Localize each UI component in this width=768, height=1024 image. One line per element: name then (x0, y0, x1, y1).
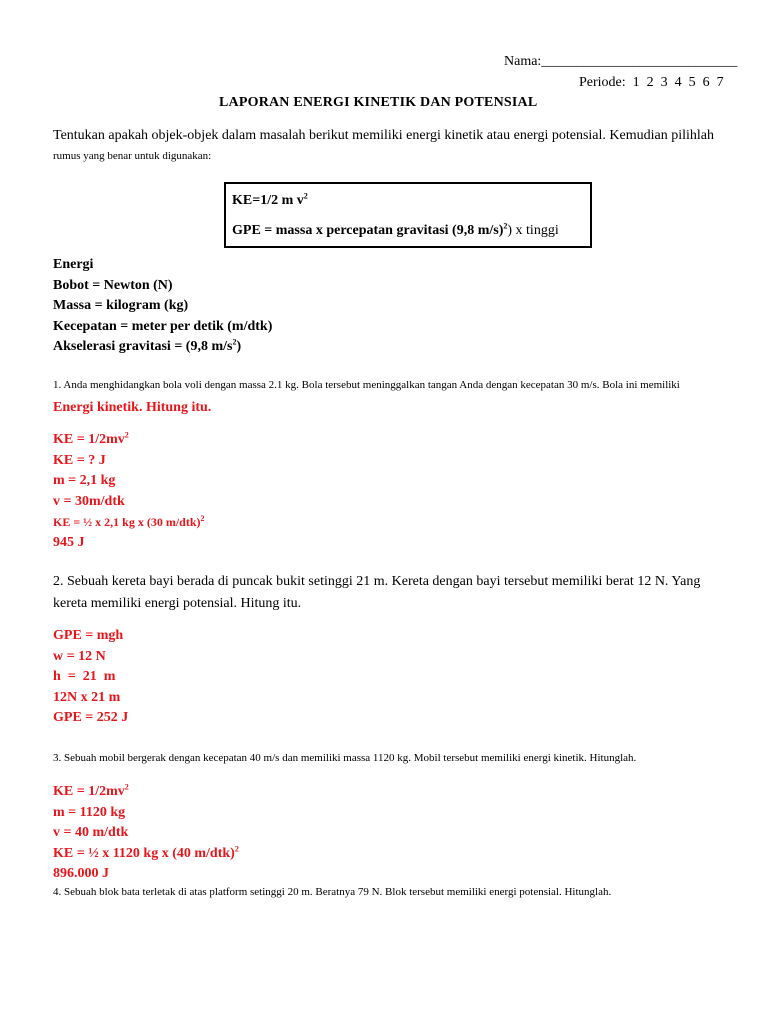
answer-2-line-5: GPE = 252 J (53, 710, 129, 725)
answer-1-line-1: KE = 1/2mv (53, 432, 125, 447)
question-2-line-1: 2. Sebuah kereta bayi berada di puncak bukit setinggi 21 m. Kereta dengan bayi tersebut memiliki berat 12 N. Yang (53, 574, 701, 589)
intro-line-1: Tentukan apakah objek-objek dalam masalah berikut memiliki energi kinetik atau energi potensial. Kemudian pilihlah (53, 128, 714, 143)
intro-line-2: rumus yang benar untuk digunakan: (53, 150, 212, 162)
answer-1-line-5-exponent: 2 (200, 514, 205, 523)
unit-akselerasi (53, 337, 272, 358)
question-3: 3. Sebuah mobil bergerak dengan kecepatan 40 m/s dan memiliki massa 1120 kg. Mobil tersebut memiliki energi kinetik. Hitunglah. (53, 752, 637, 764)
ke-formula-exponent: 2 (303, 191, 308, 201)
answer-3-line-4: KE = ½ x 1120 kg x (40 m/dtk) (53, 845, 235, 861)
answer-3-line-1: KE = 1/2mv (53, 784, 125, 799)
answer-1-type: Energi kinetik. Hitung itu. (53, 400, 212, 415)
answer-1-line-6: 945 J (53, 534, 85, 550)
answer-1-line-4: v = 30m/dtk (53, 493, 125, 509)
answer-1-work (53, 430, 205, 553)
question-4: 4. Sebuah blok bata terletak di atas platform setinggi 20 m. Beratnya 79 N. Blok tersebut memiliki energi potensial. Hitunglah. (53, 886, 612, 898)
unit-akselerasi-close: ) (236, 339, 242, 354)
question-2-line-2: kereta memiliki energi potensial. Hitung itu. (53, 596, 302, 611)
name-label: Nama: (504, 54, 542, 69)
answer-3-line-2: m = 1120 kg (53, 804, 126, 820)
answer-3-line (53, 782, 239, 803)
gpe-formula-rest: ) x tinggi (507, 223, 559, 238)
name-blank: ____________________________ (541, 54, 738, 69)
answer-3-line-4-exponent: 2 (234, 843, 239, 853)
unit-akselerasi-text: Akselerasi gravitasi = (9,8 m/s (53, 339, 233, 354)
answer-1-line-1-exponent: 2 (124, 430, 129, 440)
period-label: Periode: (579, 75, 626, 90)
formula-box (224, 182, 592, 248)
answer-1-line-3: m = 2,1 kg (53, 473, 116, 488)
question-1: 1. Anda menghidangkan bola voli dengan massa 2.1 kg. Bola tersebut meninggalkan tangan Anda dengan kecepatan 30 m/s. Bola ini memiliki (53, 379, 680, 391)
name-field (504, 54, 737, 70)
gpe-formula-text: GPE = massa x percepatan gravitasi (9,8 m/s) (232, 223, 504, 238)
unit-akselerasi-exponent: 2 (232, 337, 237, 347)
answer-1-line (53, 512, 205, 533)
answer-3-line-5: 896.000 J (53, 866, 109, 881)
answer-3-line-1-exponent: 2 (124, 782, 129, 792)
units-list (53, 255, 272, 358)
ke-formula (232, 193, 308, 209)
answer-1-line-5: KE = ½ x 2,1 kg x (30 m/dtk) (53, 515, 201, 529)
unit-massa: Massa = kilogram (kg) (53, 298, 189, 313)
gpe-formula-exponent: 2 (503, 221, 508, 231)
unit-bobot: Bobot = Newton (N) (53, 277, 173, 293)
answer-3-work (53, 782, 239, 885)
answer-3-line (53, 844, 239, 865)
answer-2-line-4: 12N x 21 m (53, 689, 121, 705)
period-options: 1 2 3 4 5 6 7 (632, 75, 724, 90)
answer-2-line-1: GPE = mgh (53, 628, 124, 643)
page-title: LAPORAN ENERGI KINETIK DAN POTENSIAL (219, 95, 538, 110)
answer-1-line (53, 430, 205, 451)
answer-2-work (53, 626, 128, 729)
unit-energi: Energi (53, 257, 94, 272)
period-field (579, 75, 724, 91)
answer-3-line-3: v = 40 m/dtk (53, 825, 129, 840)
ke-formula-text: KE=1/2 m v (232, 193, 304, 208)
answer-2-line-3: h = 21 m (53, 669, 116, 684)
answer-1-line-2: KE = ? J (53, 452, 106, 468)
gpe-formula (232, 223, 559, 239)
unit-kecepatan: Kecepatan = meter per detik (m/dtk) (53, 318, 273, 334)
answer-2-line-2: w = 12 N (53, 648, 106, 664)
